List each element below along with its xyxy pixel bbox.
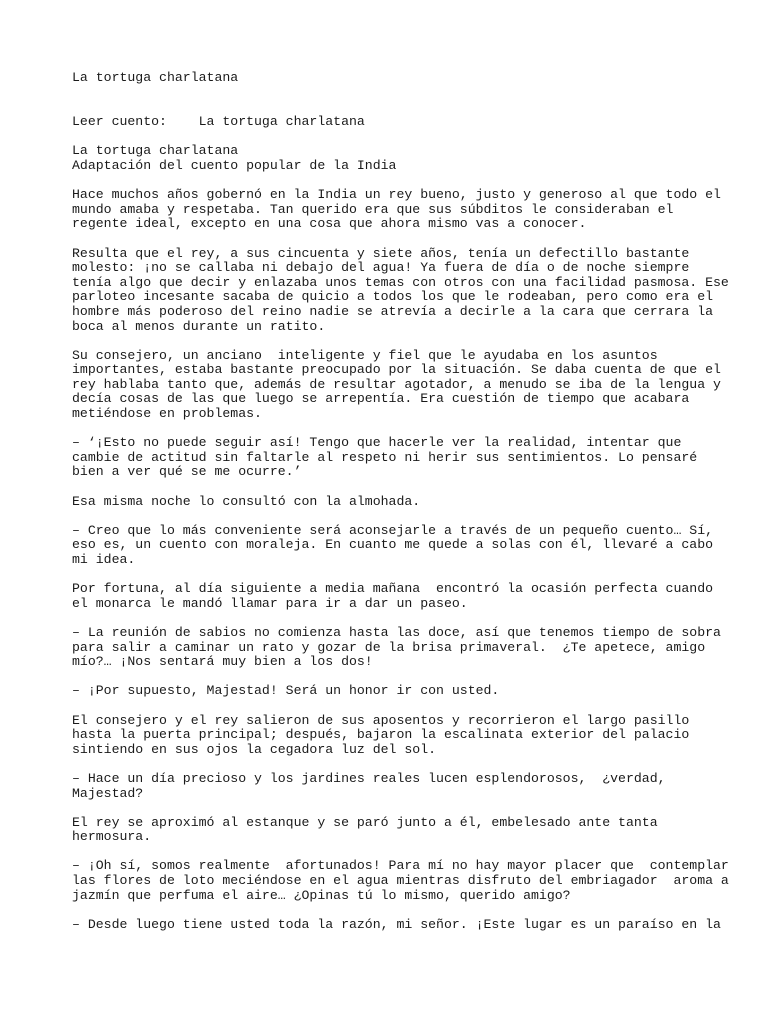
paragraph-gap	[72, 232, 712, 247]
paragraph-line: Hace muchos años gobernó en la India un rey bueno, justo y generoso al que todo el	[72, 187, 721, 203]
paragraph-line: boca al menos durante un ratito.	[72, 318, 326, 334]
paragraph-line: cambie de actitud sin faltarle al respeto ni herir sus sentimientos. Lo pensaré	[72, 449, 698, 465]
paragraph-line: hombre más poderoso del reino nadie se atrevía a decirle a la cara que cerrara la	[72, 303, 714, 319]
story-paragraph	[72, 816, 712, 845]
paragraph-line: hasta la puerta principal; después, bajaron la escalinata exterior del palacio	[72, 727, 690, 743]
paragraph-gap	[72, 611, 712, 626]
story-paragraph	[72, 347, 721, 422]
paragraph-line: metiéndose en problemas.	[72, 406, 262, 422]
paragraph-line: decía cosas de las que luego se arrepentía. Era cuestión de tiempo que acabara	[72, 391, 690, 407]
paragraph-line: parloteo incesante sacaba de quicio a todos los que le rodeaban, pero como era el	[72, 289, 714, 305]
paragraph-line: El consejero y el rey salieron de sus aposentos y recorrieron el largo pasillo	[72, 712, 690, 728]
read-story-line: Leer cuento: La tortuga charlatana	[72, 114, 365, 130]
paragraph-line: mío?… ¡Nos sentará muy bien a los dos!	[72, 654, 373, 670]
paragraph-line: Esa misma noche lo consultó con la almohada.	[72, 493, 421, 509]
paragraph-line: bien a ver qué se me ocurre.’	[72, 464, 302, 480]
story-paragraph	[72, 245, 729, 335]
paragraph-line: Majestad?	[72, 785, 144, 801]
story-paragraph	[72, 772, 712, 801]
paragraph-line: las flores de loto meciéndose en el agua mientras disfruto del embriagador aroma a	[72, 873, 729, 889]
paragraph-line: tenía algo que decir y enlazaba unos temas con otros con una facilidad pasmosa. Ese	[72, 274, 729, 290]
paragraph-gap	[72, 480, 712, 495]
story-paragraph	[72, 524, 712, 568]
paragraph-line: Resulta que el rey, a sus cincuenta y siete años, tenía un defectillo bastante	[72, 245, 690, 261]
paragraph-line: – ¡Por supuesto, Majestad! Será un honor ir con usted.	[72, 683, 500, 699]
paragraph-line: – Desde luego tiene usted toda la razón, mi señor. ¡Este lugar es un paraíso en la	[72, 916, 721, 932]
story-paragraph	[72, 582, 712, 611]
paragraph-gap	[72, 845, 712, 860]
story-paragraph	[72, 624, 721, 670]
paragraph-gap	[72, 903, 712, 918]
story-body	[72, 174, 729, 933]
paragraph-gap	[72, 757, 712, 772]
paragraph-gap	[72, 670, 712, 685]
paragraph-line: para salir a caminar un rato y gozar de la brisa primaveral. ¿Te apetece, amigo	[72, 639, 706, 655]
story-subtitle: La tortuga charlatana	[72, 143, 239, 159]
paragraph-line: rey hablaba tanto que, además de resultar agotador, a menudo se iba de la lengua y	[72, 376, 721, 392]
paragraph-line: molesto: ¡no se callaba ni debajo del agua! Ya fuera de día o de noche siempre	[72, 260, 690, 276]
spacer	[72, 86, 712, 116]
story-paragraph	[72, 714, 712, 758]
paragraph-line: el monarca le mandó llamar para ir a dar un paseo.	[72, 595, 468, 611]
document-page	[72, 70, 729, 932]
paragraph-line: hermosura.	[72, 829, 152, 845]
story-paragraph	[72, 916, 721, 933]
paragraph-gap	[72, 699, 712, 714]
paragraph-line: – La reunión de sabios no comienza hasta las doce, así que tenemos tiempo de sobra	[72, 624, 721, 640]
paragraph-line: sintiendo en sus ojos la cegadora luz del sol.	[72, 741, 437, 757]
document-title: La tortuga charlatana	[72, 70, 239, 85]
paragraph-line: eso es, un cuento con moraleja. En cuanto me quede a solas con él, llevaré a cabo	[72, 537, 714, 553]
paragraph-line: regente ideal, excepto en una cosa que ahora mismo vas a conocer.	[72, 216, 587, 232]
paragraph-line: – Creo que lo más conveniente será aconsejarle a través de un pequeño cuento… Sí,	[72, 522, 714, 538]
story-paragraph	[72, 187, 721, 232]
paragraph-line: – ‘¡Esto no puede seguir así! Tengo que hacerle ver la realidad, intentar que	[72, 435, 682, 451]
paragraph-line: importantes, estaba bastante preocupado por la situación. Se daba cuenta de que el	[72, 362, 721, 378]
paragraph-gap	[72, 801, 712, 816]
paragraph-line: mi idea.	[72, 552, 136, 567]
story-paragraph	[72, 858, 729, 903]
paragraph-gap	[72, 334, 712, 349]
paragraph-gap	[72, 422, 712, 437]
story-paragraph	[72, 684, 712, 699]
paragraph-gap	[72, 509, 712, 524]
story-paragraph	[72, 495, 712, 510]
paragraph-line: – Hace un día precioso y los jardines reales lucen esplendorosos, ¿verdad,	[72, 770, 666, 786]
spacer	[72, 130, 712, 145]
story-adaptation: Adaptación del cuento popular de la India	[72, 157, 397, 173]
paragraph-line: mundo amaba y respetaba. Tan querido era que sus súbditos le consideraban el	[72, 201, 674, 217]
paragraph-line: El rey se aproximó al estanque y se paró junto a él, embelesado ante tanta	[72, 814, 658, 830]
paragraph-line: Por fortuna, al día siguiente a media mañana encontró la ocasión perfecta cuando	[72, 581, 714, 597]
paragraph-line: – ¡Oh sí, somos realmente afortunados! Para mí no hay mayor placer que contemplar	[72, 858, 729, 874]
paragraph-gap	[72, 174, 712, 189]
paragraph-gap	[72, 568, 712, 583]
paragraph-line: jazmín que perfuma el aire… ¿Opinas tú lo mismo, querido amigo?	[72, 887, 571, 903]
story-paragraph	[72, 436, 712, 480]
paragraph-line: Su consejero, un anciano inteligente y fiel que le ayudaba en los asuntos	[72, 347, 658, 363]
